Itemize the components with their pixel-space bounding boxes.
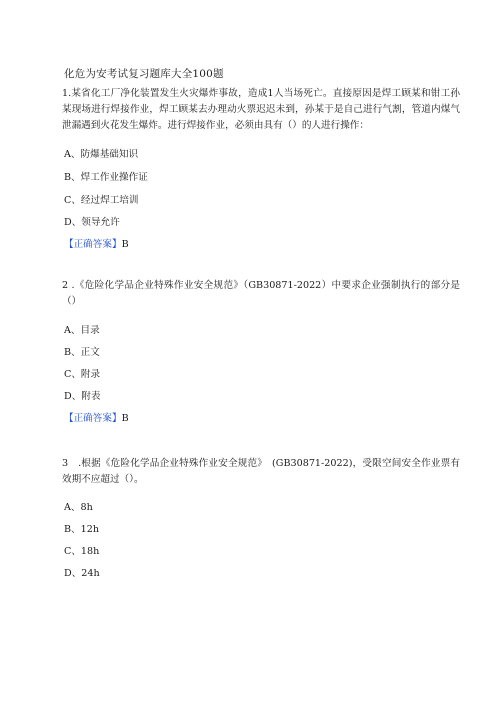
question-3-option-b: B、12h: [64, 524, 100, 535]
question-3-option-d: D、24h: [64, 568, 100, 579]
question-2-answer: [64, 410, 129, 424]
question-1-text: 1.某省化工厂净化装置发生火灾爆炸事故，造成1人当场死亡。直接原因是焊工顾某和钳工孙某现场进行焊接作业，焊工顾某去办理动火票迟迟未到，孙某于是自己进行气割，管道内煤气泄漏遇到火花发生爆炸。进行焊接作业，必须由具有（）的人进行操作：: [62, 88, 460, 131]
document-title: 化危为安考试复习题库大全100题: [64, 68, 224, 80]
answer-value: B: [121, 413, 129, 424]
question-1-option-a: A、防爆基础知识: [64, 149, 139, 160]
question-1-option-d: D、领导允许: [64, 217, 120, 228]
question-2-option-c: C、附录: [64, 369, 101, 380]
question-2-option-a: A、目录: [64, 325, 100, 336]
question-2-text: 2 .《危险化学品企业特殊作业安全规范》（GB30871-2022）中要求企业强制执行的部分是（）: [62, 280, 460, 307]
answer-label: 【正确答案】: [64, 239, 122, 250]
question-2-option-b: B、正文: [64, 347, 100, 358]
question-3-option-a: A、8h: [64, 502, 93, 513]
answer-label: 【正确答案】: [64, 413, 122, 424]
question-1-option-c: C、经过焊工培训: [64, 195, 139, 206]
question-3-option-c: C、18h: [64, 546, 100, 557]
question-2-option-d: D、附表: [64, 391, 101, 402]
question-3-text: 3 .根据《危险化学品企业特殊作业安全规范》 (GB30871-2022)，受限空间安全作业票有效期不应超过（）。: [62, 458, 460, 485]
question-1-option-b: B、焊工作业操作证: [64, 172, 148, 183]
answer-value: B: [121, 239, 129, 250]
question-1-answer: [64, 236, 129, 250]
